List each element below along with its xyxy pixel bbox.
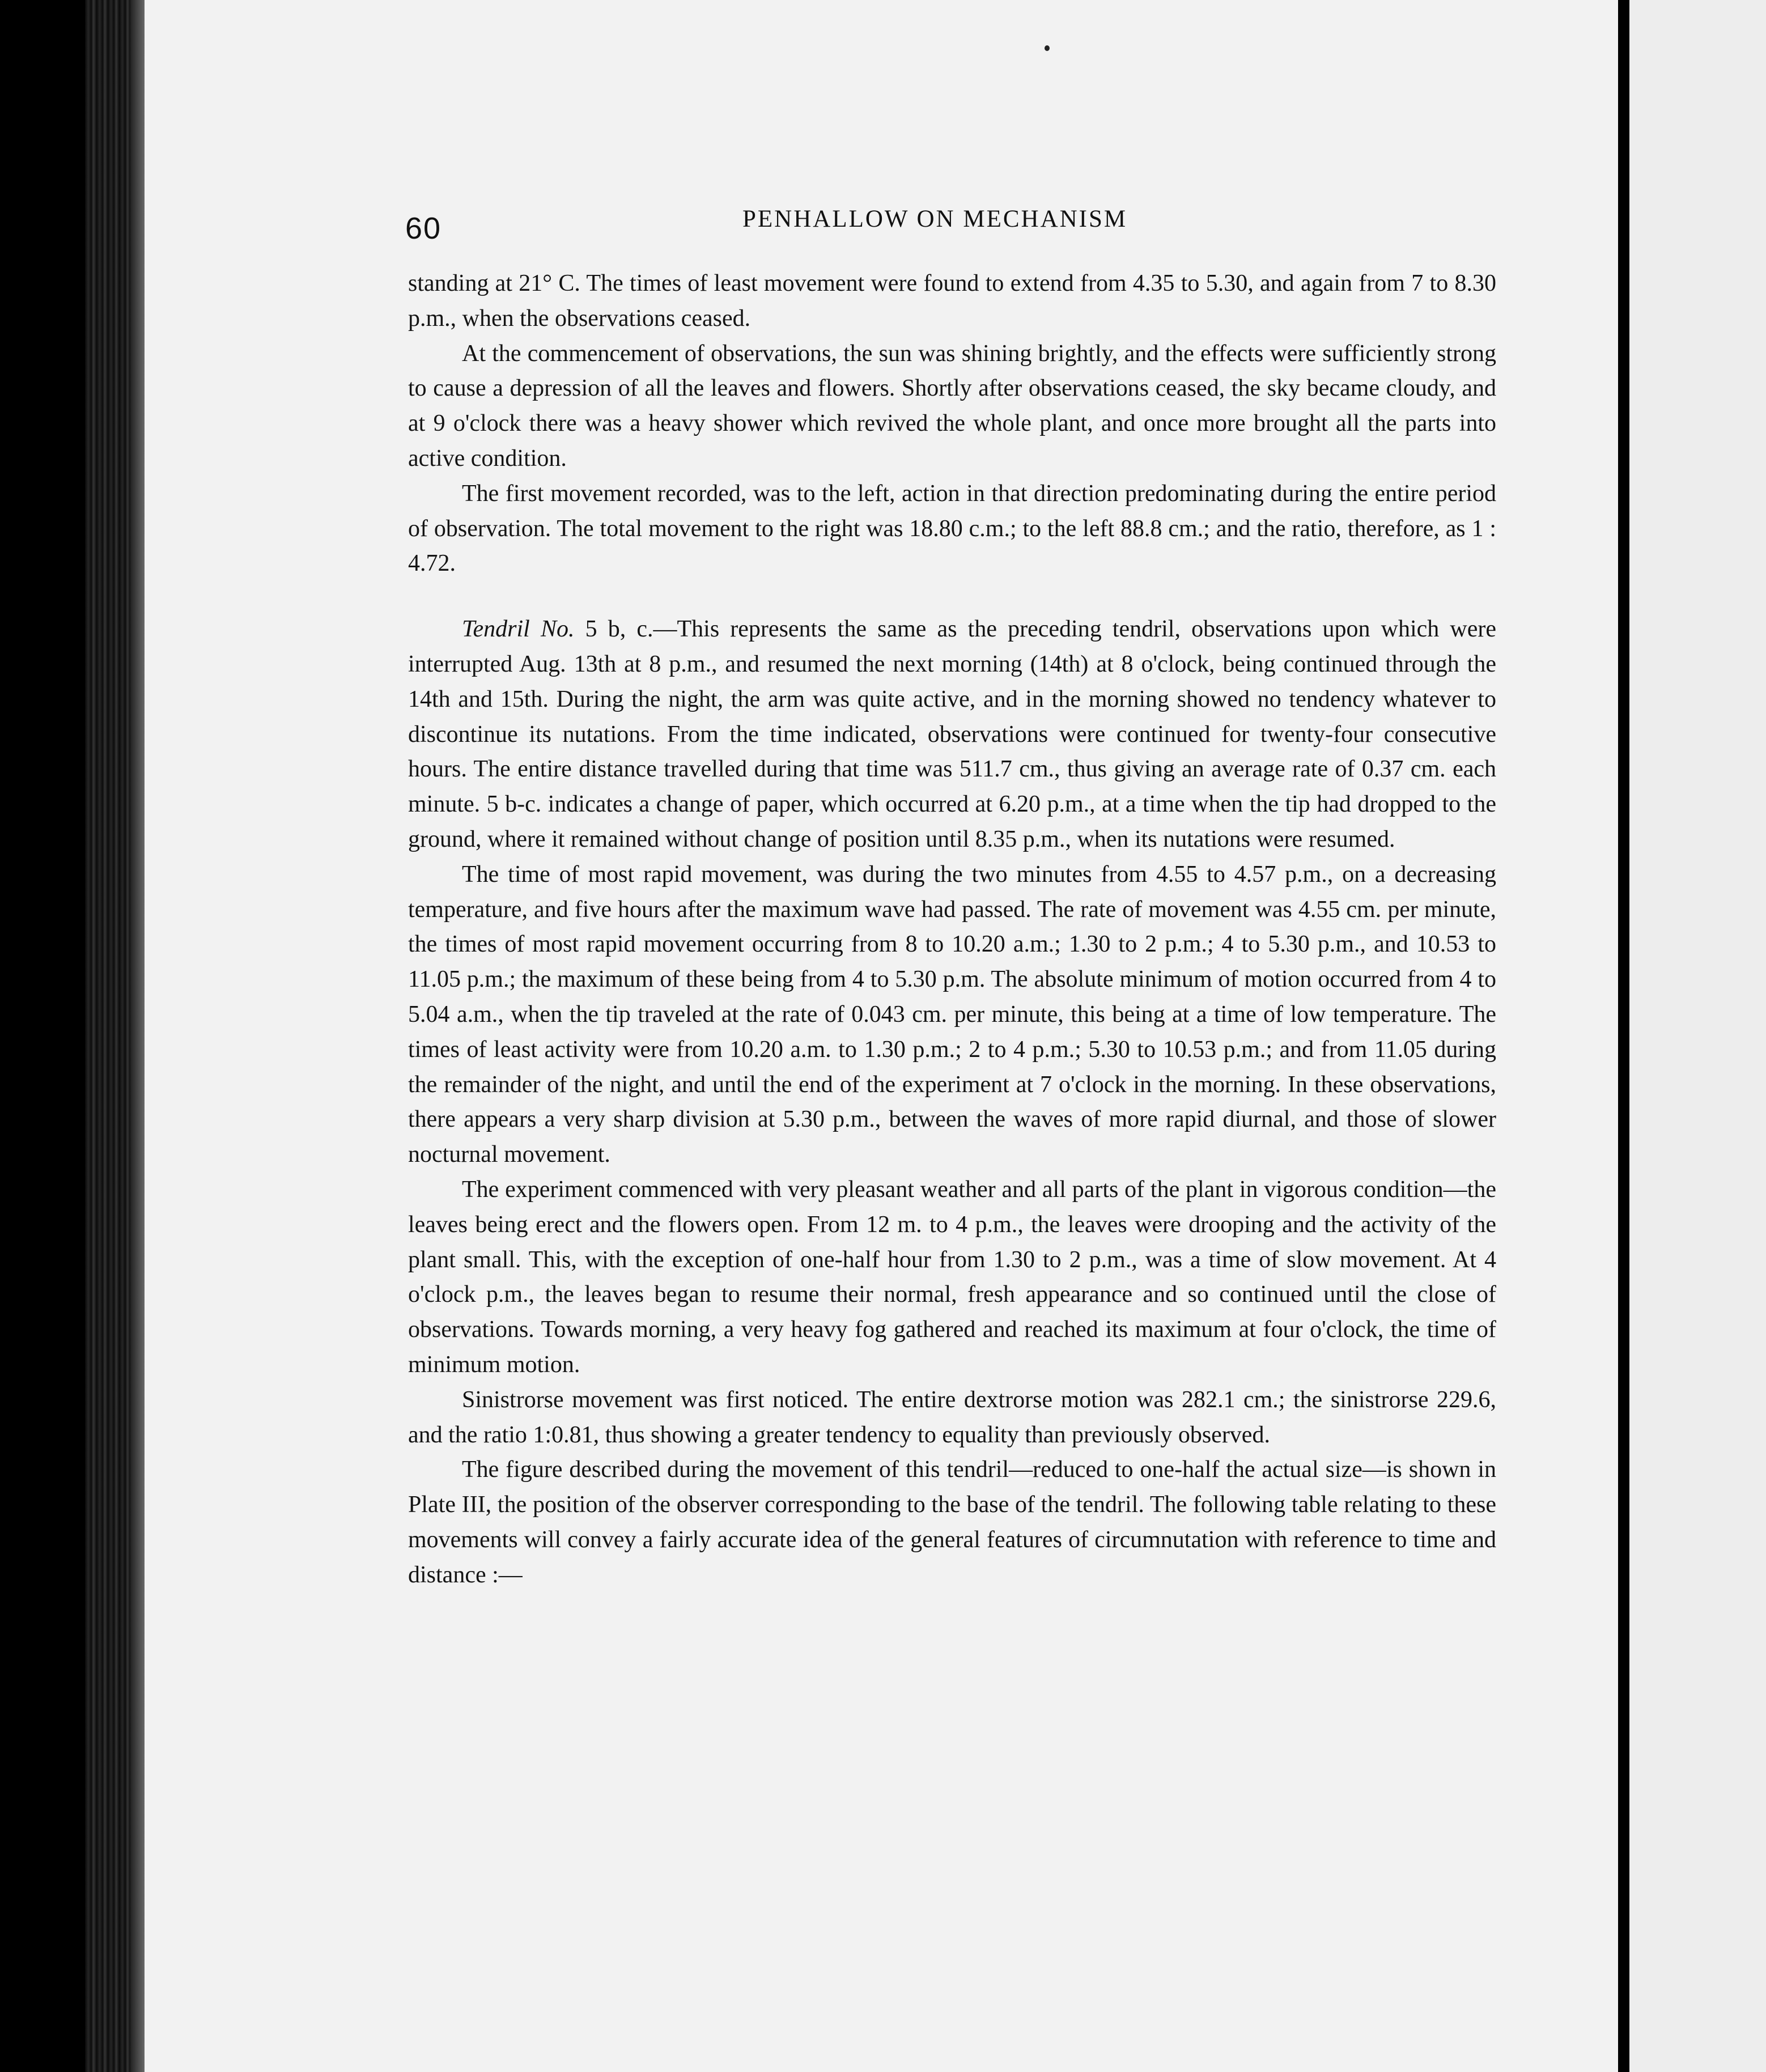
paragraph-continuation: standing at 21° C. The times of least movement were found to extend from 4.35 to 5.30, and again from 7 to 8.30 p.m., when the observations ceased. — [408, 270, 1496, 332]
paragraph-tendril-5bc — [408, 612, 1496, 857]
paragraph-sinistrorse: Sinistrorse movement was first noticed. The entire dextrorse motion was 282.1 cm.; the sinistrorse 229.6, and the ratio 1:0.81, thus showing a greater tendency to equality than previously observed. — [408, 1386, 1496, 1448]
section-heading: Tendril No. — [462, 616, 575, 643]
paragraph-tendril-5bc-text: 5 b, c.—This represents the same as the preceding tendril, observations upon which were interrupted Aug. 13th at 8 p.m., and resumed the next morning (14th) at 8 o'clock, being continued through the 14th and 15th. During the night, the arm was quite active, and in the morning showed no tendency whatever to discontinue its nutations. From the time indicated, observations were continued for twenty-four consecutive hours. The entire distance travelled during that time was 511.7 cm., thus giving an average rate of 0.37 cm. each minute. 5 b-c. indicates a change of paper, which occurred at 6.20 p.m., at a time when the tip had dropped to the ground, where it remained without change of position until 8.35 p.m., when its nutations were resumed. — [408, 616, 1497, 852]
paragraph-figure-description: The figure described during the movement of this tendril—reduced to one-half the actual size—is shown in Plate III, the position of the observer corresponding to the base of the tendril. The following table relating to these movements will convey a fairly accurate idea of the general features of circumnutation with reference to time and distance :— — [408, 1457, 1496, 1588]
facing-page-edge — [1629, 0, 1766, 2072]
running-head: PENHALLOW ON MECHANISM — [742, 206, 1128, 232]
paragraph-commencement: At the commencement of observations, the sun was shining brightly, and the effects were sufficiently strong to cause a depression of all the leaves and flowers. Shortly after observations ceased, the sky became cloudy, and at 9 o'clock there was a heavy shower which revived the whole plant, and once more brought all the parts into active condition. — [408, 340, 1496, 472]
paragraph-rapid-movement: The time of most rapid movement, was during the two minutes from 4.55 to 4.57 p.m., on a decreasing temperature, and five hours after the maximum wave had passed. The rate of movement was 4.55 cm. per minute, the times of most rapid movement occurring from 8 to 10.20 a.m.; 1.30 to 2 p.m.; 4 to 5.30 p.m., and 10.53 to 11.05 p.m.; the maximum of these being from 4 to 5.30 p.m. The absolute minimum of motion occurred from 4 to 5.04 a.m., when the tip traveled at the rate of 0.043 cm. per minute, this being at a time of low temperature. The times of least activity were from 10.20 a.m. to 1.30 p.m.; 2 to 4 p.m.; 5.30 to 10.53 p.m.; and from 11.05 during the remainder of the night, and until the end of the experiment at 7 o'clock in the morning. In these observations, there appears a very sharp division at 5.30 p.m., between the waves of more rapid diurnal, and those of slower nocturnal movement. — [408, 861, 1496, 1168]
page-number: 60 — [405, 211, 442, 245]
body-text — [408, 266, 1496, 1593]
page-gap-shadow — [1618, 0, 1631, 2072]
paragraph-experiment-weather: The experiment commenced with very pleasant weather and all parts of the plant in vigorous condition—the leaves being erect and the flowers open. From 12 m. to 4 p.m., the leaves were drooping and the activity of the plant small. This, with the exception of one-half hour from 1.30 to 2 p.m., was a time of slow movement. At 4 o'clock p.m., the leaves began to resume their normal, fresh appearance and so continued until the close of observations. Towards morning, a very heavy fog gathered and reached its maximum at four o'clock, the time of minimum motion. — [408, 1176, 1496, 1378]
paragraph-first-movement: The first movement recorded, was to the left, action in that direction predominating during the entire period of observation. The total movement to the right was 18.80 c.m.; to the left 88.8 cm.; and the ratio, therefore, as 1 : 4.72. — [408, 480, 1496, 577]
scan-speck — [1045, 45, 1050, 51]
